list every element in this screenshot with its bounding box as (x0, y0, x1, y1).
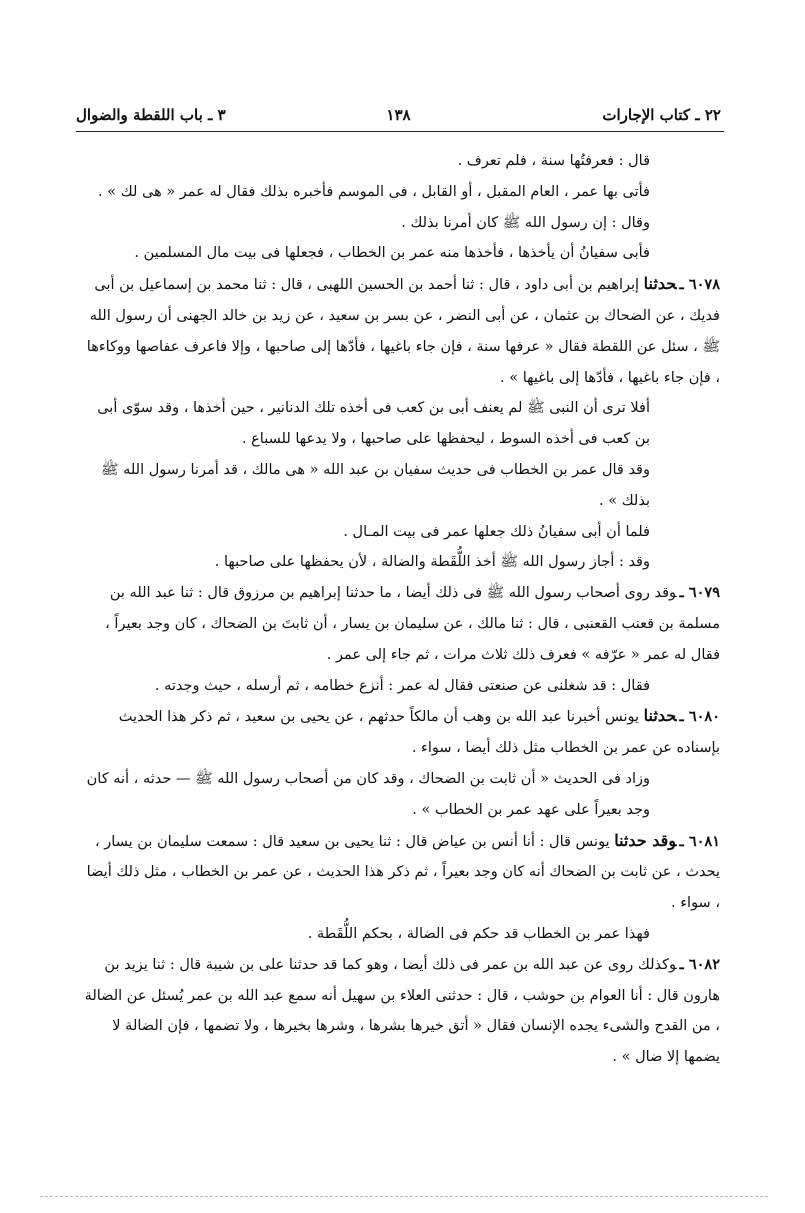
page-bottom-edge (40, 1196, 768, 1197)
paragraph-text: فلما أن أبى سفيانُ ذلك جعلها عمر فى بيت المـال . (343, 523, 650, 540)
text-paragraph (80, 238, 720, 269)
paragraph-text: يونس أخبرنا عبد الله بن وهب أن مالكاً حدثهم ، عن يحيى بن سعيد ، ثم ذكر هذا الحديث بإسناده عن عمر بن الخطاب مثل ذلك أيضا ، سواء . (118, 709, 720, 757)
text-paragraph (80, 455, 720, 517)
hadith-number: ٦٠٨٢ ـ (679, 955, 720, 973)
hadith-number: ٦٠٨٠ ـ (679, 708, 720, 726)
paragraph-text: وقد : أجاز رسول الله ﷺ أخذ اللُّقَطة والضالة ، لأن يحفظها على صاحبها . (214, 554, 650, 571)
paragraph-text: يونس قال : أنا أنس بن عياض قال : ثنا يحيى بن سعيد قال : سمعت سليمان بن يسار ، يحدث ، عن ثابت بن الضحاك أنه كان وجد بعيراً ، ثم ذكر هذا الحديث ، عن عمر بن الخطاب ، مثل ذلك أيضا ، سواء . (86, 833, 720, 912)
hadith-number: ٦٠٧٩ ـ (679, 584, 720, 602)
paragraph-text: وقد قال عمر بن الخطاب فى حديث سفيان بن عبد الله « هى مالك ، قد أمرنا رسول الله ﷺ بذلك » . (100, 461, 650, 509)
hadith-paragraph (80, 269, 720, 393)
hadith-paragraph (80, 701, 720, 764)
narration-lead: حدثنا (643, 706, 677, 726)
paragraph-text: وزاد فى الحديث « أن ثابت بن الضحاك ، وقد كان من أصحاب رسول الله ﷺ — حدثه ، أنه كان وجد بعيراً على عهد عمر بن الخطاب » . (86, 770, 650, 818)
narration-lead: حدثنا (643, 274, 677, 294)
text-paragraph (80, 146, 720, 177)
paragraph-text: أفلا ترى أن النبى ﷺ لم يعنف أبى بن كعب فى أخذه تلك الدنانير ، حين أخذها ، وقد سوّى أبى بن كعب فى أخذه السوط ، ليحفظها على صاحبها ، ولا يدعها للسباع . (97, 400, 650, 448)
paragraph-text: فهذا عمر بن الخطاب قد حكم فى الضالة ، بحكم اللُّقَطة . (307, 925, 650, 942)
text-paragraph (80, 764, 720, 826)
text-paragraph (80, 547, 720, 578)
narration-lead: وقد حدثنا (614, 830, 677, 850)
text-paragraph (80, 177, 720, 208)
hadith-paragraph (80, 578, 720, 670)
hadith-number: ٦٠٨١ ـ (679, 832, 720, 850)
hadith-paragraph (80, 826, 720, 919)
body-text (80, 146, 720, 1073)
paragraph-text: فأبى سفيانُ أن يأخذها ، فأخذها منه عمر بن الخطاب ، فجعلها فى بيت مال المسلمين . (134, 245, 650, 262)
text-paragraph (80, 671, 720, 702)
paragraph-text: وقال : إن رسول الله ﷺ كان أمرنا بذلك . (401, 214, 650, 231)
paragraph-text: قال : فعرفتُها سنة ، فلم تعرف . (457, 153, 650, 169)
running-header (76, 100, 721, 128)
text-paragraph (80, 208, 720, 239)
text-paragraph (80, 919, 720, 950)
text-paragraph (80, 393, 720, 455)
text-paragraph (80, 517, 720, 548)
hadith-paragraph (80, 950, 720, 1073)
paragraph-text: إبراهيم بن أبى داود ، قال : ثنا أحمد بن الحسين اللهبى ، قال : ثنا محمد بن إسماعيل بن أبى فديك ، عن الضحاك بن عثمان ، عن أبى النضر ، عن بسر بن سعيد ، عن زيد بن خالد الجهنى أن رسول الله ﷺ ، سئل عن اللقطة فقال « عرفها سنة ، فإن جاء باغيها ، فأدّها إلى صاحبها ، وإلا فاعرف عفاصها ووكاءها ، فإن جاء باغيها ، فأدّها إلى باغيها » . (86, 277, 720, 386)
page-number: ١٣٨ (386, 106, 411, 124)
paragraph-text: وكذلك روى عن عبد الله بن عمر فى ذلك أيضا ، وهو كما قد حدثنا على بن شيبة قال : ثنا يزيد بن هارون قال : أنا العوام بن حوشب ، قال : حدثنى العلاء بن سهيل أنه سمع عبد الله بن عمر يُسئل عن الضالة ، من القدح والشىء يجده الإنسان فقال « أتق خيرها بشرها ، وشرها بخيرها ، ولا تضمها ، فإن الضالة لا يضمها إلا ضال » . (84, 956, 720, 1066)
paragraph-text: وقد روى أصحاب رسول الله ﷺ فى ذلك أيضا ، ما حدثنا إبراهيم بن مرزوق قال : ثنا عبد الله بن مسلمة بن قعنب القعنبى ، قال : ثنا مالك ، عن سليمان بن يسار ، أن ثابتَ بن الضحاك ، كان وجد بعيراً ، فقال له عمر « عرّفه » فعرف ذلك ثلاث مرات ، ثم جاء إلى عمر . (105, 585, 720, 663)
section-title: ٣ ـ باب اللقطة والضوال (76, 106, 226, 124)
header-rule (76, 131, 724, 132)
paragraph-text: فأتى بها عمر ، العام المقبل ، أو القابل ، فى الموسم فأخبره بذلك فقال له عمر « هى لك » . (98, 183, 650, 200)
chapter-title: ٢٢ ـ كتاب الإجارات (602, 106, 721, 124)
paragraph-text: فقال : قد شغلنى عن صنعتى فقال له عمر : أنزع خطامه ، ثم أرسله ، حيث وجدته . (154, 677, 650, 694)
hadith-number: ٦٠٧٨ ـ (679, 276, 720, 294)
